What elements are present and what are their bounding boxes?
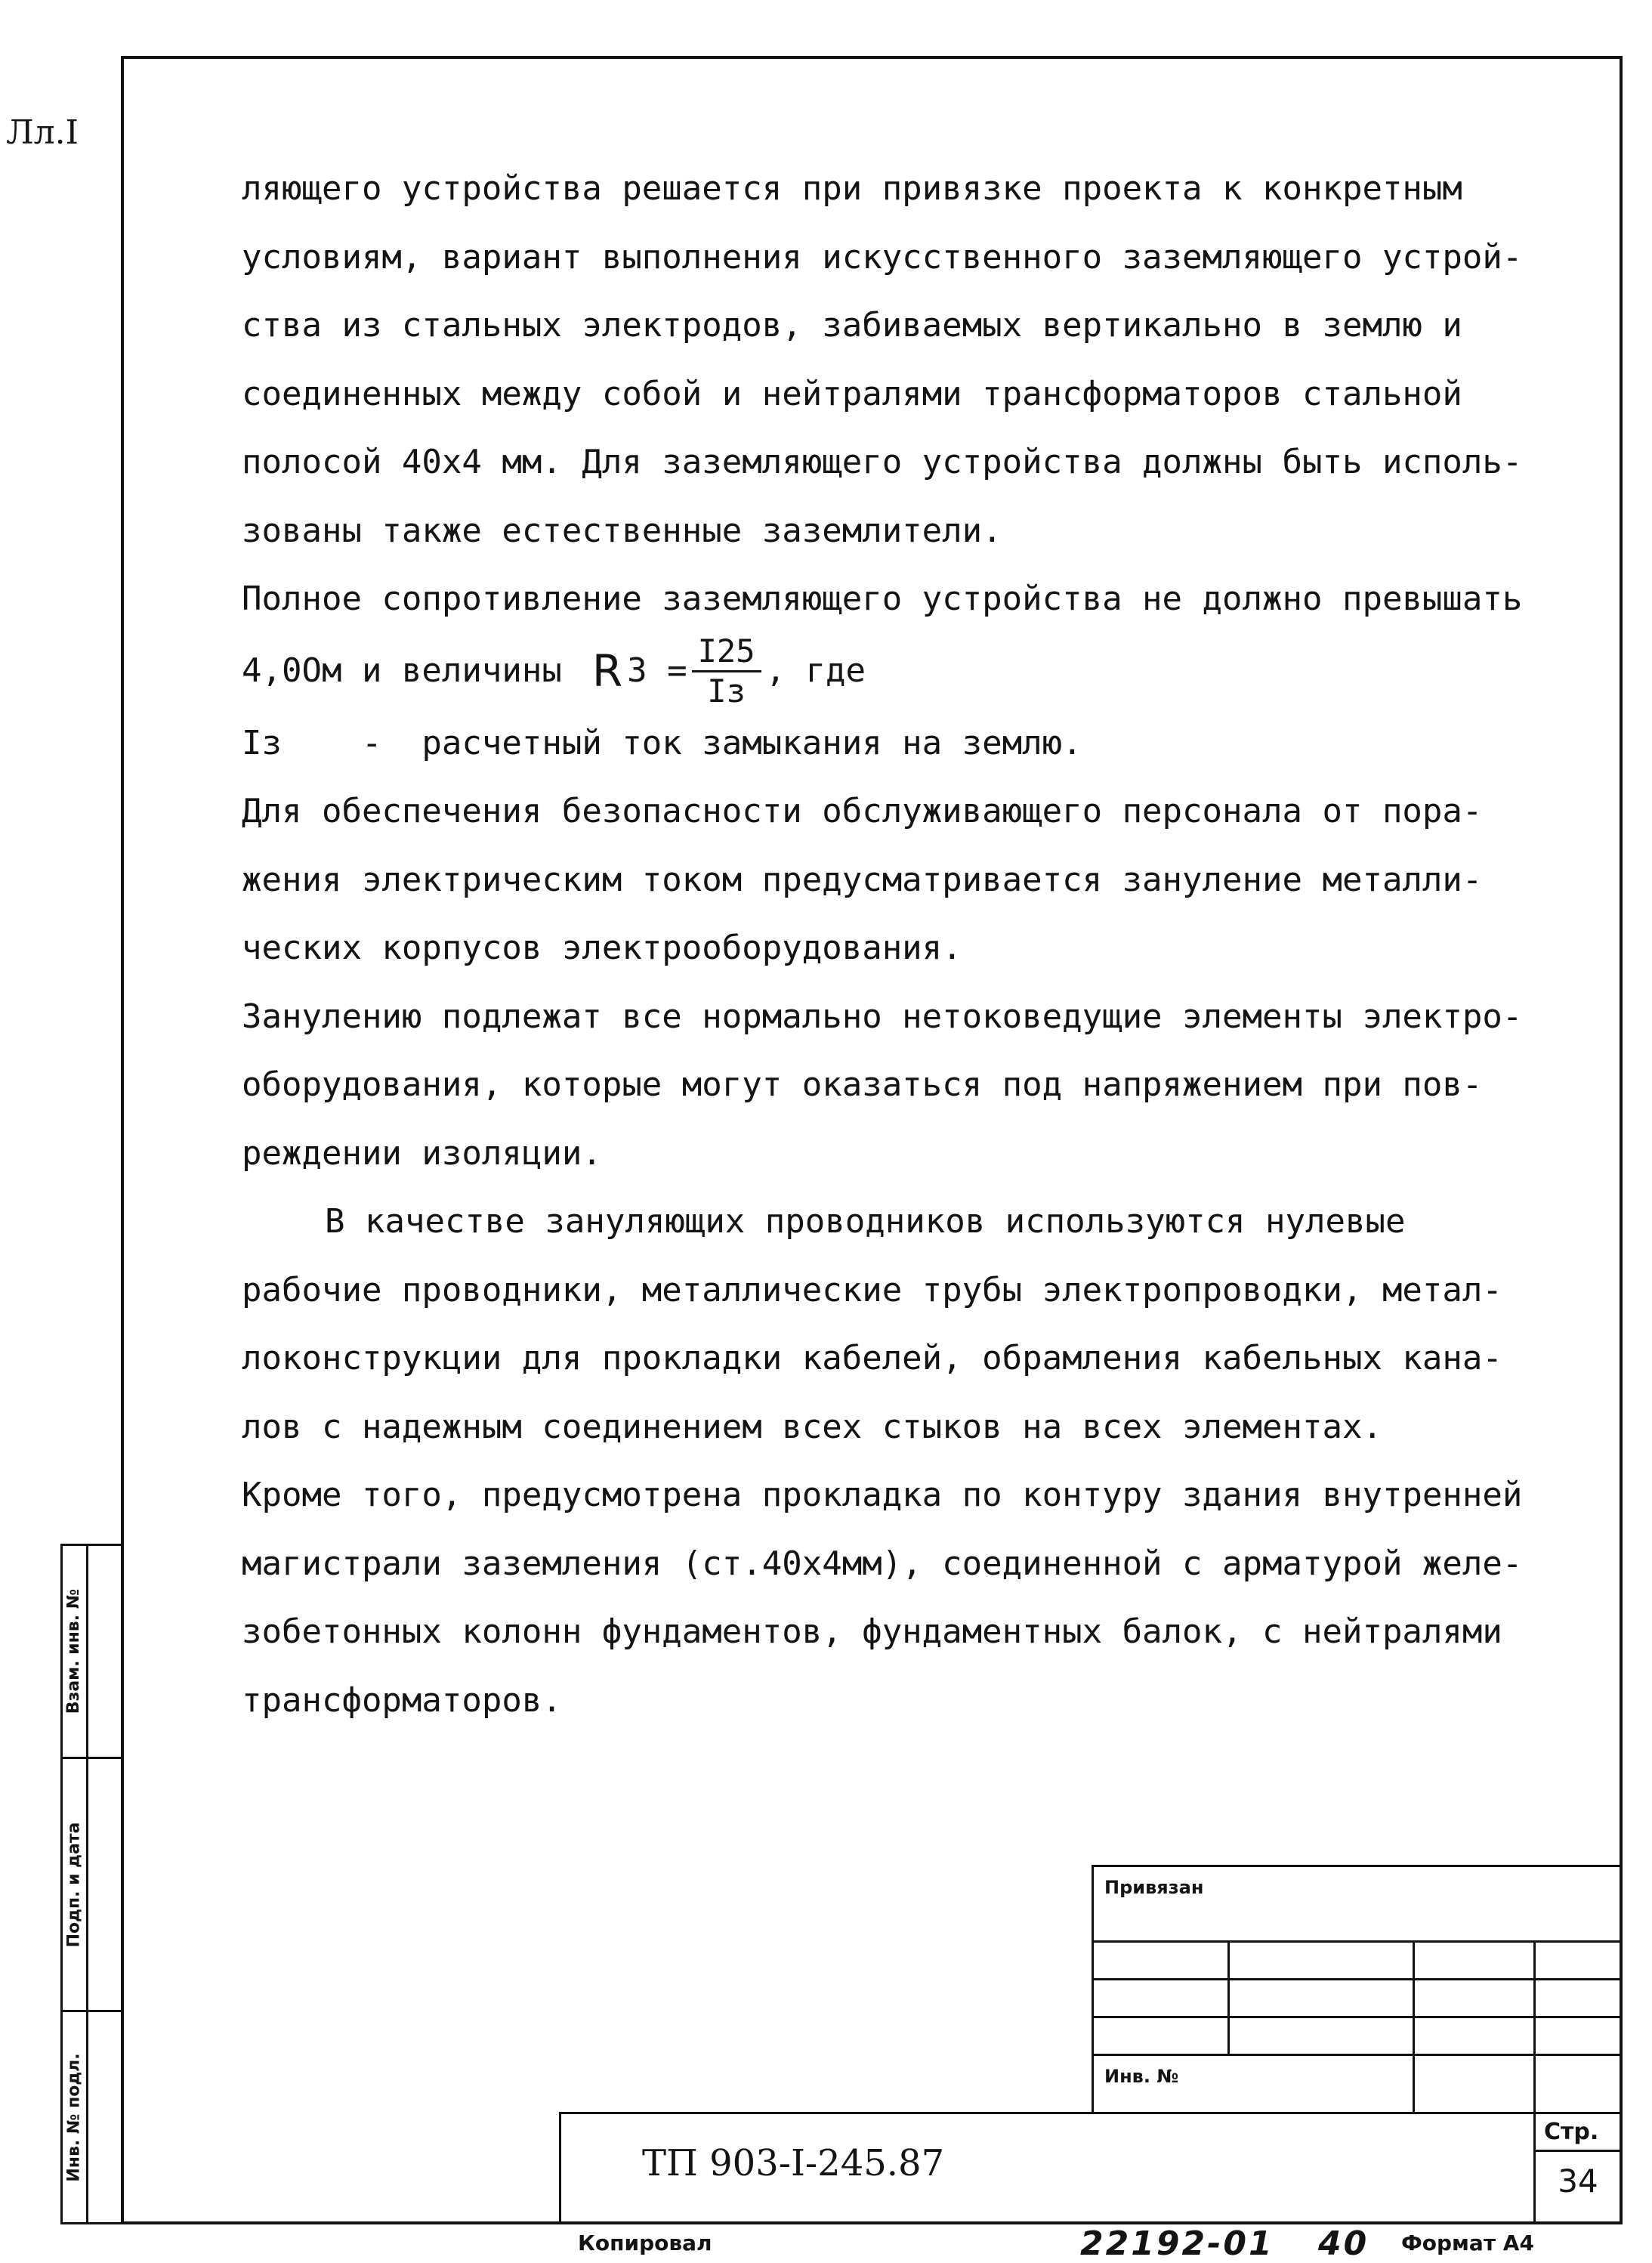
margin-label-text: Подп. и дата [64,1822,84,1947]
stamp-line [1092,2054,1620,2056]
stamp-line [1227,1940,1230,2054]
formula-symbol: R [591,645,623,697]
text-line: условиям, вариант выполнения искусственного заземляющего устрой- [242,237,1523,277]
text-line: Кроме того, предусмотрена прокладка по контуру здания внутренней [242,1476,1523,1514]
text-line: реждении изоляции. [242,1133,602,1173]
stamp-line [559,2112,1620,2114]
margin-label-text: Инв. № подл. [64,2052,84,2182]
stamp-line [1092,1865,1620,1867]
stamp-line [1092,1940,1620,1943]
definition-line: Iз - расчетный ток замыкания на землю. [242,723,1082,762]
stamp-inv-label: Инв. № [1104,2066,1179,2087]
margin-label-text: Взам. инв. № [64,1588,84,1714]
text-line: магистрали заземления (ст.40х4мм), соединенной с арматурой желе- [242,1544,1523,1583]
formula-prefix: 4,0Ом и величины [242,651,562,691]
stamp-line [1533,2150,1620,2152]
sheet-label: Лл.I [6,113,79,152]
body-text [242,155,1613,1735]
text-line: В качестве зануляющих проводников используются нулевые [325,1202,1406,1241]
text-line: ческих корпусов электрооборудования. [242,929,962,967]
text-line: оборудования, которые могут оказаться под напряжением при пов- [242,1065,1483,1104]
text-line: Занулению подлежат все нормально нетоковедущие элементы электро- [242,997,1523,1036]
text-line: зованы также естественные заземлители. [242,511,1002,550]
text-line: рабочие проводники, металлические трубы электропроводки, метал- [242,1270,1502,1309]
document-code: ТП 903-I-245.87 [642,2142,945,2184]
formula-subscript: 3 = [627,651,687,691]
formula-suffix: , где [765,651,866,691]
text-line: трансформаторов. [242,1680,562,1720]
footer-format: Формат А4 [1401,2231,1534,2255]
page-label: Стр. [1544,2119,1599,2145]
margin-label-podp [62,1759,86,2010]
formula-numerator: I25 [692,635,761,672]
stamp-line [1413,1940,1415,2114]
footer-copied: Копировал [578,2231,712,2255]
page-number: 34 [1558,2163,1598,2200]
stamp-line [1092,2016,1620,2018]
text-line: ляющего устройства решается при привязке проекта к конкретным [242,169,1462,208]
footer-number: 22192-01 [1080,2224,1274,2263]
margin-divider-vertical [86,1544,88,2224]
formula-denominator: Iз [707,672,746,710]
text-line: жения электрическим током предусматривается зануление металли- [242,860,1483,899]
text-line: соединенных между собой и нейтралями трансформаторов стальной [242,374,1462,413]
text-line: лов с надежным соединением всех стыков на всех элементах. [242,1407,1382,1446]
formula-fraction [692,632,761,710]
formula-line [242,634,1613,710]
margin-label-inv [62,2012,86,2222]
stamp-line [1092,1865,1094,2114]
text-line: Для обеспечения безопасности обслуживающего персонала от пора- [242,792,1483,830]
text-line: зобетонных колонн фундаментов, фундаментных балок, с нейтралями [242,1612,1502,1651]
text-line: Полное сопротивление заземляющего устройства не должно превышать [242,580,1523,618]
margin-label-vzam [62,1546,86,1757]
stamp-line [1092,1978,1620,1980]
text-line: полосой 40х4 мм. Для заземляющего устройства должны быть исполь- [242,443,1523,481]
text-line: локонструкции для прокладки кабелей, обрамления кабельных кана- [242,1339,1502,1377]
stamp-privyazan-label: Привязан [1104,1877,1204,1898]
stamp-line [559,2112,561,2224]
footer-sheet: 40 [1318,2224,1369,2263]
text-line: ства из стальных электродов, забиваемых вертикально в землю и [242,306,1462,345]
